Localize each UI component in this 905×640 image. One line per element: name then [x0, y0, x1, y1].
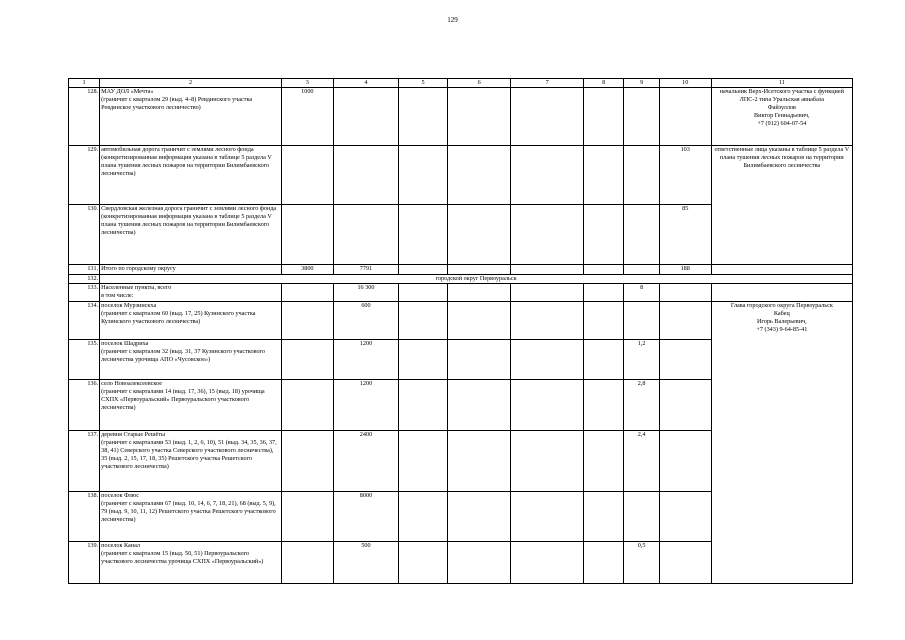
cell-col6 [447, 431, 510, 492]
responsible-person: Глава городского округа Первоуральск Кабец Игорь Валерьевич, +7 (343) 9-64-85-41 [711, 302, 852, 584]
cell-col3 [281, 340, 333, 380]
cell-col5 [399, 431, 448, 492]
cell-col10: 85 [659, 205, 711, 265]
row-number: 135. [69, 340, 100, 380]
cell-col7 [511, 492, 584, 542]
row-number: 136. [69, 380, 100, 431]
cell-col5 [399, 302, 448, 340]
cell-col4: 600 [333, 302, 398, 340]
cell-col8 [583, 265, 623, 275]
cell-col7 [511, 431, 584, 492]
cell-col5 [399, 265, 448, 275]
cell-col7 [511, 284, 584, 302]
table-row [69, 88, 853, 146]
cell-col4 [333, 146, 398, 205]
row-number: 131. [69, 265, 100, 275]
cell-col5 [399, 284, 448, 302]
cell-col3 [281, 542, 333, 584]
column-number: 1 [69, 79, 100, 88]
responsible-person: начальник Верх-Исетского участка с функцией ЛПС-2 типа Уральская авиабаза Файзуллов Виктор Геннадьевич, +7 (912) 604-07-54 [711, 88, 852, 146]
cell-col10 [659, 380, 711, 431]
row-number: 130. [69, 205, 100, 265]
cell-col9 [624, 492, 659, 542]
cell-col10: 103 [659, 146, 711, 205]
column-number: 8 [583, 79, 623, 88]
cell-col3 [281, 284, 333, 302]
row-number: 134. [69, 302, 100, 340]
cell-col9: 0,5 [624, 542, 659, 584]
object-name: село Новоалексеевское (граничит с кварталами 14 (выд. 17, 36), 15 (выд. 18) урочища СХПХ «Первоуральский» Первоуральского участкового лесничества) [100, 380, 282, 431]
row-number: 132. [69, 275, 100, 284]
cell-col3 [281, 380, 333, 431]
column-number: 10 [659, 79, 711, 88]
object-name: МАУ ДОЛ «Мечта» (граничит с кварталом 29 (выд. 4–8) Ревдинского участка Ревдинское участкового лесничество) [100, 88, 282, 146]
cell-col4 [333, 88, 398, 146]
cell-col3 [281, 302, 333, 340]
cell-col7 [511, 380, 584, 431]
cell-col5 [399, 380, 448, 431]
cell-col6 [447, 492, 510, 542]
page-number: 129 [447, 16, 458, 24]
cell-col9 [624, 265, 659, 275]
cell-col8 [583, 492, 623, 542]
cell-col7 [511, 340, 584, 380]
column-number: 4 [333, 79, 398, 88]
cell-col9: 2,8 [624, 380, 659, 431]
cell-col9 [624, 302, 659, 340]
object-name: Свердловская железная дорога граничит с землями лесного фонда (конкретизированная информация указана в таблице 5 раздела V плана тушения лесных пожаров на территории Билимбаевского лесничества) [100, 205, 282, 265]
cell-col9 [624, 88, 659, 146]
cell-col6 [447, 302, 510, 340]
cell-col3: 1000 [281, 88, 333, 146]
column-number: 7 [511, 79, 584, 88]
table-row [69, 284, 853, 302]
object-name: поселок Мурзинскха (граничит с кварталом 60 (выд. 17, 25) Кузинского участка Кузинского участкового лесничества) [100, 302, 282, 340]
cell-col4: 1200 [333, 340, 398, 380]
object-name: автомобильная дорога граничит с землями лесного фонда (конкретизированная информация указана в таблице 5 раздела V плана тушения лесных пожаров на территории Билимбаевского лесничества) [100, 146, 282, 205]
row-number: 128. [69, 88, 100, 146]
cell-col10 [659, 431, 711, 492]
object-name: поселок Шадриха (граничит с кварталом 32 (выд. 31, 37 Кузинского участкового лесничества урочища АПО «Чусовское») [100, 340, 282, 380]
cell-col8 [583, 88, 623, 146]
cell-col10 [659, 302, 711, 340]
cell-col10 [659, 88, 711, 146]
cell-col6 [447, 88, 510, 146]
cell-col8 [583, 340, 623, 380]
cell-col9 [624, 205, 659, 265]
object-name: Итого по городскому округу [100, 265, 282, 275]
column-number: 9 [624, 79, 659, 88]
column-number: 2 [100, 79, 282, 88]
cell-col8 [583, 302, 623, 340]
cell-col3 [281, 205, 333, 265]
cell-col7 [511, 146, 584, 205]
object-name: поселок Флюс (граничит с кварталами 67 (выд. 10, 14, 6, 7, 18, 21), 68 (выд. 5, 9), 79 (выд. 9, 10, 11, 12) Решетского участка Решетского участкового лесничества) [100, 492, 282, 542]
cell-col4: 7791 [333, 265, 398, 275]
row-number: 138. [69, 492, 100, 542]
column-number: 6 [447, 79, 510, 88]
column-number: 3 [281, 79, 333, 88]
cell-col7 [511, 88, 584, 146]
responsible-person: ответственные лица указаны в таблице 5 раздела V плана тушения лесных пожаров на территории Билимбаевского лесничества [711, 146, 852, 265]
fire-plan-table [68, 78, 853, 584]
cell-col5 [399, 492, 448, 542]
row-number: 133. [69, 284, 100, 302]
cell-col5 [399, 205, 448, 265]
column-number-row [69, 79, 853, 88]
cell-col7 [511, 265, 584, 275]
cell-col4 [333, 205, 398, 265]
cell-col10 [659, 340, 711, 380]
cell-col8 [583, 431, 623, 492]
cell-col7 [511, 542, 584, 584]
cell-col8 [583, 146, 623, 205]
table-row-total [69, 265, 853, 275]
table-row [69, 302, 853, 340]
cell-col3 [281, 431, 333, 492]
cell-col8 [583, 284, 623, 302]
cell-col6 [447, 205, 510, 265]
row-number: 137. [69, 431, 100, 492]
cell-col4: 500 [333, 542, 398, 584]
object-name: деревня Старые Решёты (граничит с кварталами 53 (выд. 1, 2, 6, 10), 51 (выд. 34, 35, 36, 37, 38, 41) Северского участка Северского участкового лесничества), 35 (выд. 2, 15, 17, 18, 35) Решетского участка Решетского участкового лесничества) [100, 431, 282, 492]
cell-col3: 3800 [281, 265, 333, 275]
responsible-person [711, 265, 852, 275]
cell-col6 [447, 380, 510, 431]
cell-col9: 1,2 [624, 340, 659, 380]
cell-col5 [399, 88, 448, 146]
cell-col7 [511, 205, 584, 265]
cell-col9: 2,4 [624, 431, 659, 492]
cell-col5 [399, 146, 448, 205]
object-name: Населенные пункты, всего в том числе: [100, 284, 282, 302]
column-number: 11 [711, 79, 852, 88]
cell-col8 [583, 542, 623, 584]
cell-col3 [281, 492, 333, 542]
cell-col3 [281, 146, 333, 205]
cell-col6 [447, 146, 510, 205]
cell-col10 [659, 492, 711, 542]
cell-col4: 2400 [333, 431, 398, 492]
cell-col5 [399, 340, 448, 380]
cell-col6 [447, 284, 510, 302]
cell-col4: 8000 [333, 492, 398, 542]
cell-col6 [447, 340, 510, 380]
table-row [69, 146, 853, 205]
row-number: 129. [69, 146, 100, 205]
cell-col4: 1200 [333, 380, 398, 431]
cell-col10 [659, 542, 711, 584]
cell-col7 [511, 302, 584, 340]
cell-col8 [583, 205, 623, 265]
cell-col5 [399, 542, 448, 584]
cell-col6 [447, 542, 510, 584]
section-row [69, 275, 853, 284]
cell-col4: 16 300 [333, 284, 398, 302]
cell-col8 [583, 380, 623, 431]
row-number: 139. [69, 542, 100, 584]
responsible-person [711, 284, 852, 302]
cell-col9 [624, 146, 659, 205]
section-title: городской округ Первоуральск [100, 275, 853, 284]
object-name: поселок Канал (граничит с кварталом 15 (выд. 50, 51) Первоуральского участкового лесничества урочища СХПХ «Первоуральский») [100, 542, 282, 584]
cell-col10: 188 [659, 265, 711, 275]
column-number: 5 [399, 79, 448, 88]
cell-col6 [447, 265, 510, 275]
cell-col10 [659, 284, 711, 302]
cell-col9: 8 [624, 284, 659, 302]
